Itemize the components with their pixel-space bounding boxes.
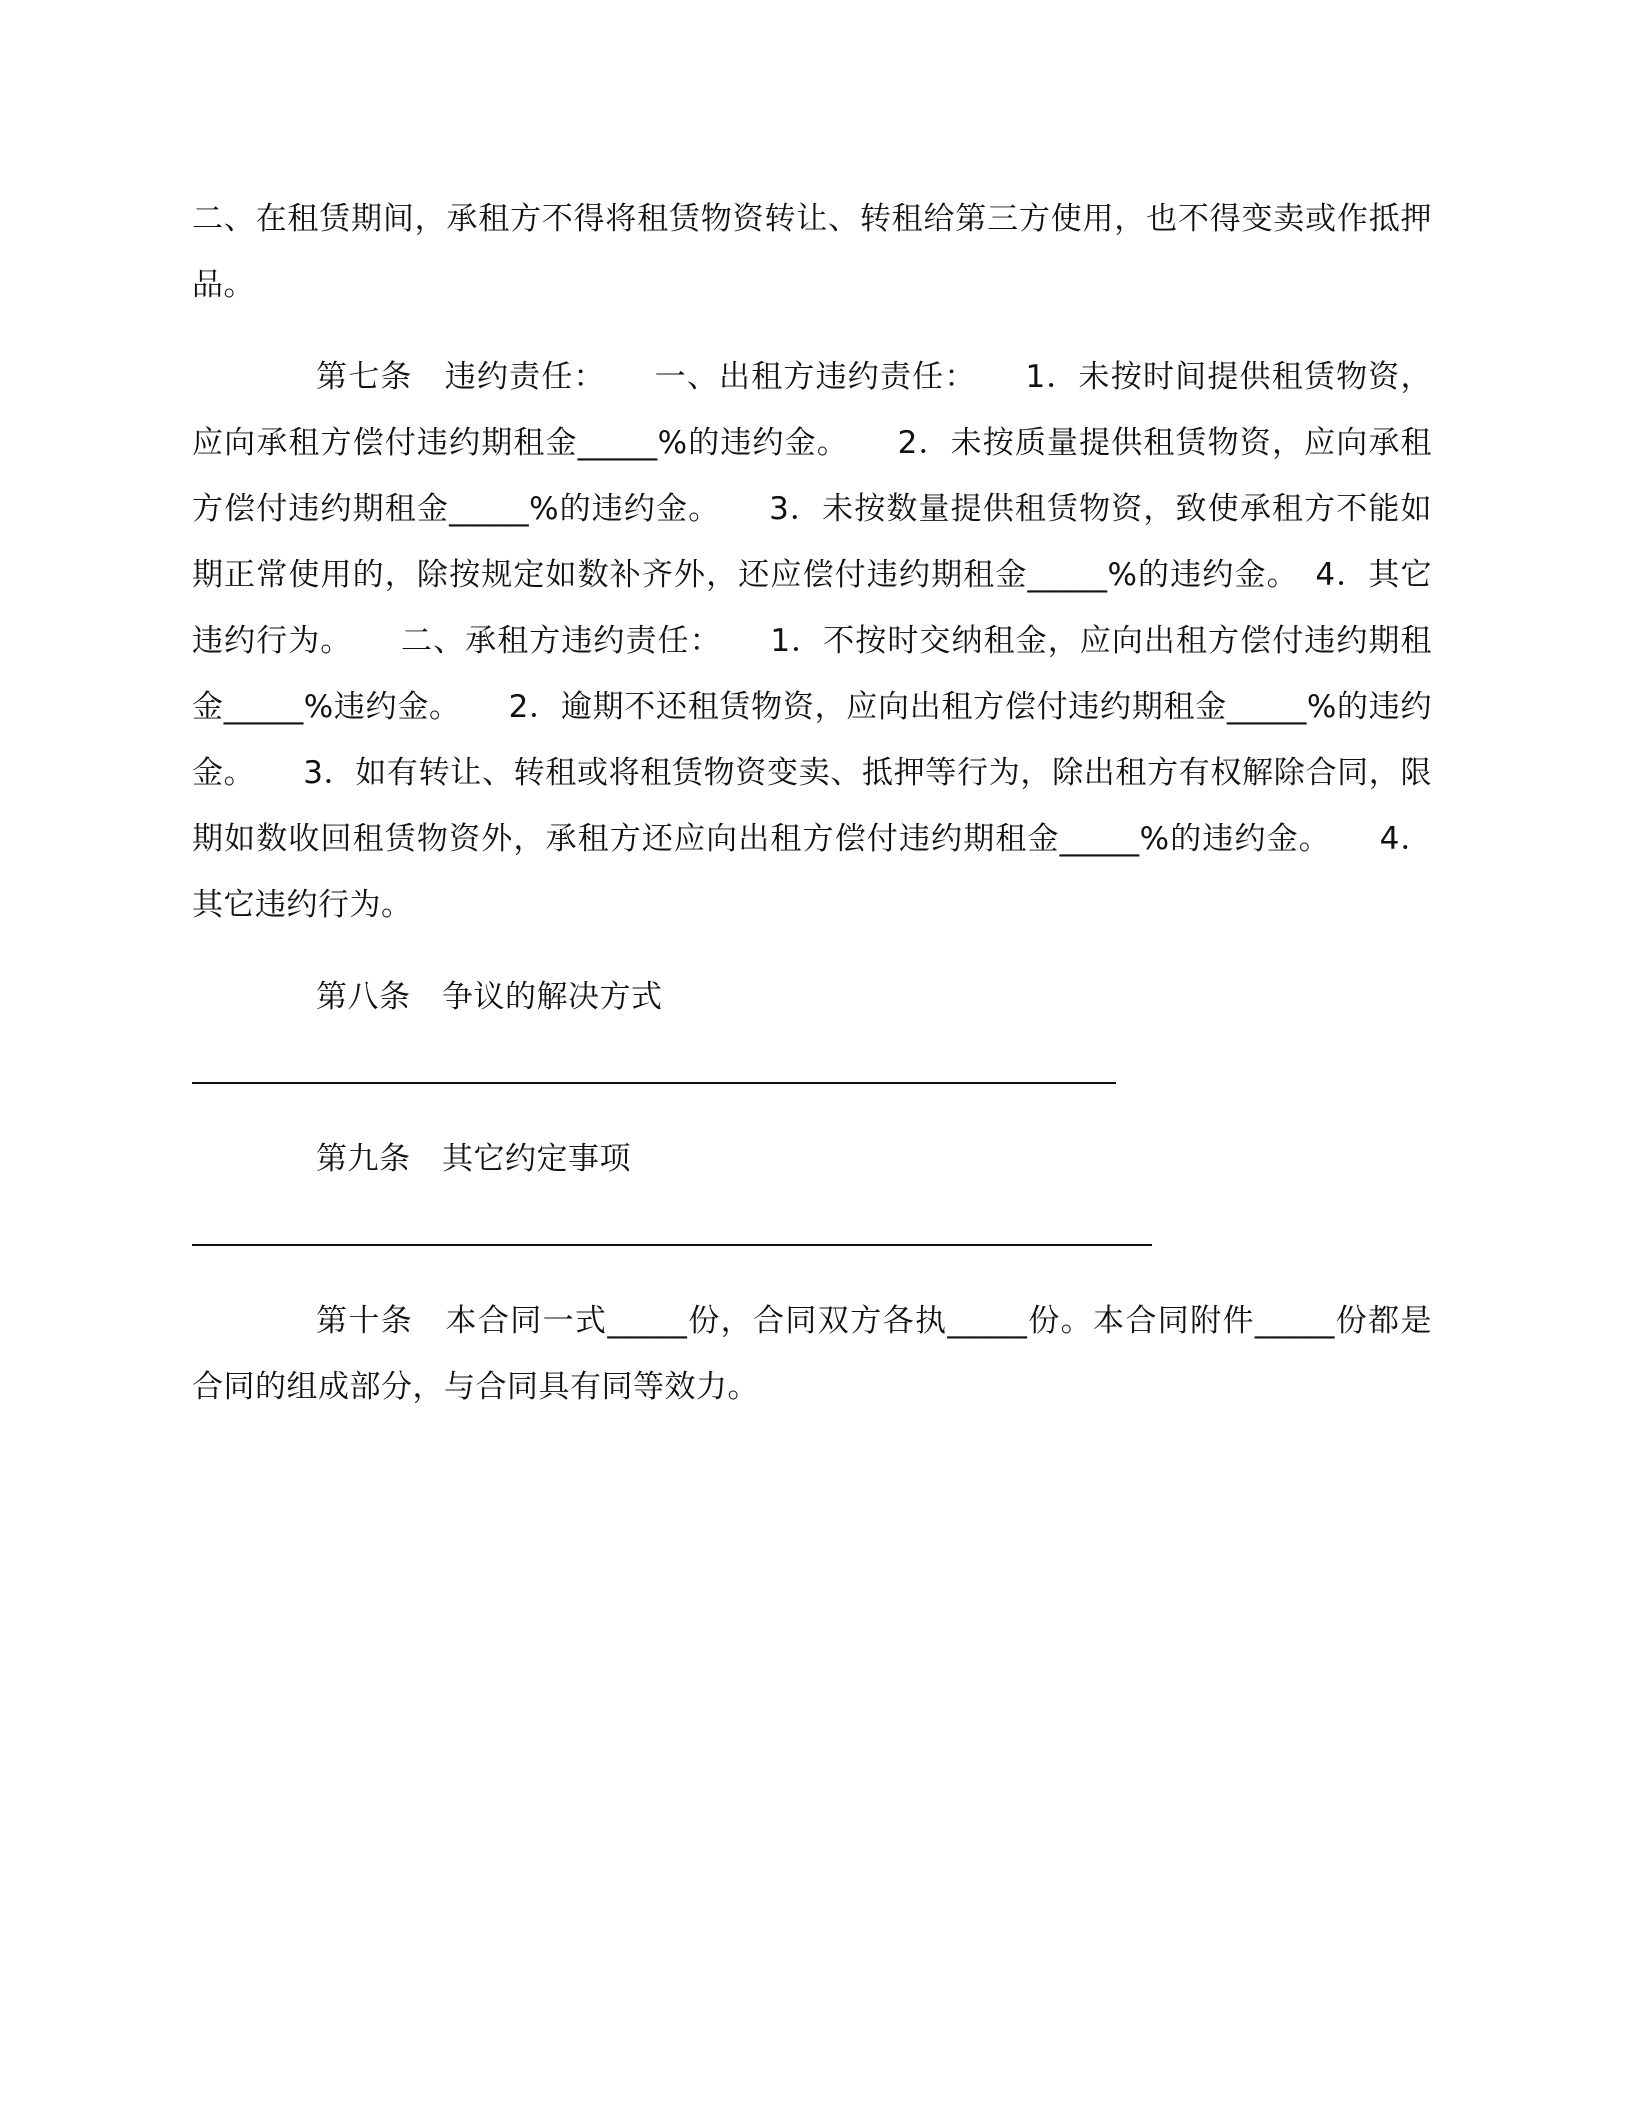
clause-10-copies: 第十条 本合同一式_____份，合同双方各执_____份。本合同附件_____份都是合同的组成部分，与合同具有同等效力。 xyxy=(192,1303,1432,1405)
clause-9-title: 第九条 其它约定事项 xyxy=(316,1141,631,1177)
clause-8-title: 第八条 争议的解决方式 xyxy=(316,979,663,1015)
clause-8-blank-line xyxy=(192,1082,1116,1084)
clause-9-blank-line xyxy=(192,1244,1152,1246)
document-body xyxy=(192,186,1432,1420)
clause-6-item-2: 二、在租赁期间，承租方不得将租赁物资转让、转租给第三方使用，也不得变卖或作抵押品。 xyxy=(192,201,1432,303)
clause-7-liability: 第七条 违约责任： 一、出租方违约责任： 1．未按时间提供租赁物资，应向承租方偿付违约期租金_____%的违约金。 2．未按质量提供租赁物资，应向承租方偿付违约期租金_____%的违约金。 3．未按数量提供租赁物资，致使承租方不能如期正常使用的，除按规定如数补齐外，还应偿付违约期租金_____%的违约金。 4．其它违约行为。 二、承租方违约责任： 1．不按时交纳租金，应向出租方偿付违约期租金_____%违约金。 2．逾期不还租赁物资，应向出租方偿付违约期租金_____%的违约金。 3．如有转让、转租或将租赁物资变卖、抵押等行为，除出租方有权解除合同，限期如数收回租赁物资外，承租方还应向出租方偿付违约期租金_____%的违约金。 4．其它违约行为。 xyxy=(192,359,1432,923)
